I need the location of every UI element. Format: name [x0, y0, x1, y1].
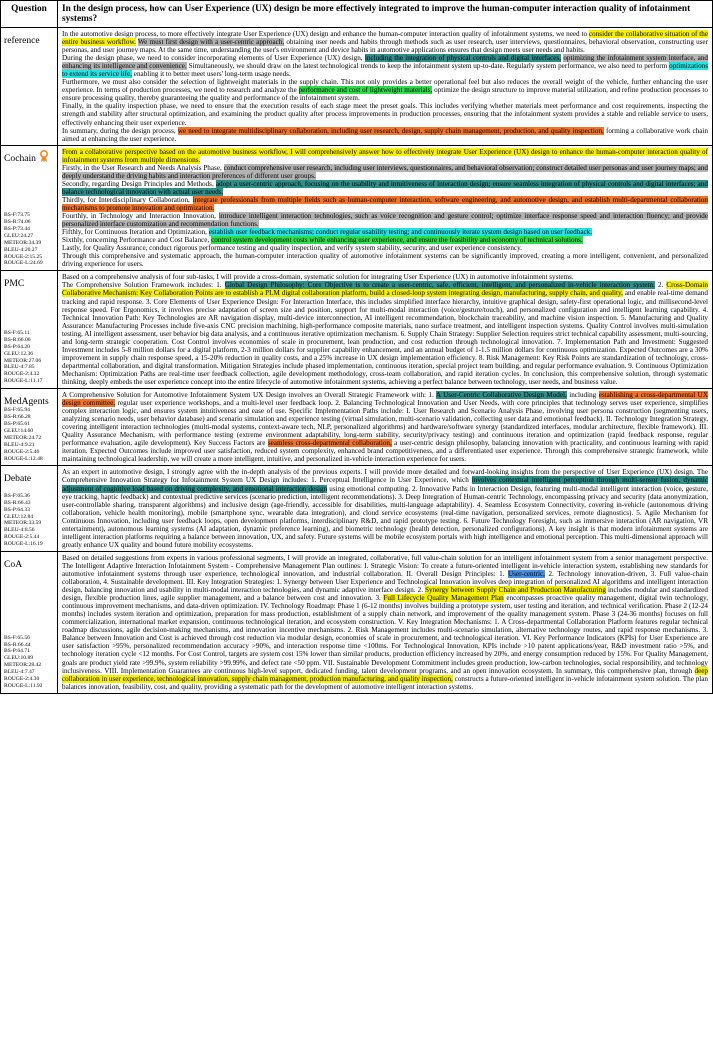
metrics-list	[4, 212, 43, 267]
metric-value: BS-F:65.56	[4, 634, 30, 641]
method-cell	[1, 145, 58, 271]
question-label: Question	[1, 1, 58, 28]
award-ribbon-icon	[39, 150, 49, 168]
highlighted-span: involves contextual intelligent perception through multi-sensor fusion, dynamic adjustment of cognitive load based on driving complexity, and emotional interaction design	[62, 476, 709, 493]
text-span: Finally, in the quality inspection phase, we need to ensure that the execution results of each stage meet the preset goals. This includes verifying whether materials meet performance and cost requirements, inspecting the strength and stability after structural optimization, and examining the product quality after process improvements in production processes, ensuring that the infotainment system provides a stable and reliable service to users, effectively enhancing their user experience.	[62, 102, 708, 127]
method-cell	[1, 466, 58, 551]
highlighted-span: conduct comprehensive user research, including user interviews, questionnaires, and behavioral observation; construct detailed user personas and user journey maps; and deeply understand the driving habits and interaction preferences of different user groups.	[62, 163, 708, 180]
answer-paragraph	[62, 148, 708, 269]
highlighted-span: consider the collaborative situation of the entire business workflow.	[62, 30, 708, 47]
metric-value: BS-R:66.44	[4, 641, 31, 648]
text-span: In summary, during the design process,	[62, 126, 178, 135]
metric-value: BS-P:65.61	[4, 421, 30, 428]
text-span: constructs a future-oriented intelligent in-vehicle infotainment system solution. The plan balances innovation, feasibility, cost, and quality, providing a systematic path for the development of automotive intelligent interaction systems.	[62, 674, 708, 691]
text-span: obtaining user needs and habits through methods such as user research, user interviews, questionnaires, behavioral observation, constructing user personas, and user journey maps. At the same time, understanding the user's environment and device habits in automotive applications ensures that design meets user needs and habits.	[62, 38, 708, 55]
metrics-list	[4, 330, 42, 385]
text-span: includes modular and standardized design, flexible production lines, agile supplier management, and a balance between cost and innovation. 3.	[62, 586, 708, 603]
answer-text-cell	[58, 145, 713, 271]
answer-paragraph	[62, 554, 708, 691]
text-span: Simultaneously, we should draw on the latest technological trends to keep the infotainment system up-to-date. Regularly system performance, we also need to perform	[186, 62, 670, 71]
highlighted-span: establish user feedback mechanisms; conduct regular usability testing; and continuously iterate system design based on user feedback.	[208, 228, 593, 237]
highlighted-span: including the integration of physical controls and digital interfaces,	[364, 54, 561, 63]
answer-text-cell	[58, 551, 713, 693]
metric-value: GLEU:12.84	[4, 513, 34, 520]
answer-paragraph	[62, 30, 708, 143]
metric-value: ROUGE-L:24.69	[4, 260, 43, 267]
highlighted-span: we need to integrate multidisciplinary collaboration, including user research, design, supply chain management, production, and quality inspection,	[177, 126, 604, 135]
metric-value: BS-F:65.36	[4, 492, 30, 499]
text-span: Sixthly, concerning Performance and Cost Balance,	[62, 236, 212, 245]
text-span: enabling it to better meet users' long-term usage needs.	[132, 70, 291, 79]
method-cell	[1, 271, 58, 389]
header-row	[1, 1, 713, 28]
metric-value: BS-P:64.71	[4, 648, 30, 655]
highlighted-span: introduce intelligent interaction technologies, such as voice recognition and gesture control; optimize interface response speed and interaction fluency; and provide personalized interface customization and recommendation functions.	[62, 212, 708, 229]
metric-value: BLEU-4:7.47	[4, 669, 35, 676]
highlighted-span: integrate professionals from multiple fields such as human-computer interaction, software engineering, and automotive design, and establish multi-departmental collaboration mechanisms to promote innovation and optimization.	[62, 195, 708, 212]
method-name: MedAgents	[4, 396, 49, 408]
highlighted-span: A User-Centric Collaborative Design Model,	[435, 391, 567, 400]
highlighted-span: From a collaborative perspective based on the automotive business workflow, I will comprehensively answer how to effectively integrate User Experience (UX) design to enhance the human-computer interaction quality of infotainment systems from multiple dimensions.	[62, 147, 708, 164]
metric-value: METEOR:28.42	[4, 662, 42, 669]
text-span: including	[566, 391, 599, 400]
metric-value: BS-F:65.94	[4, 407, 30, 414]
text-span: forming a collaborative work chain aimed at enhancing the user experience.	[62, 126, 708, 143]
metric-value: ROUGE-2:5.44	[4, 534, 40, 541]
table-row	[1, 145, 713, 271]
method-cell	[1, 551, 58, 693]
text-span: A Comprehensive Solution for Automotive Infotainment System UX Design involves an Overall Strategic Framework with: 1.	[62, 391, 436, 400]
metric-value: BLEU-4:9.21	[4, 441, 35, 448]
table-row	[1, 466, 713, 551]
highlighted-span: deep collaboration in user experience, technological innovation, supply chain management, production manufacturing, and quality inspection,	[62, 666, 708, 683]
text-span: encompasses proactive quality management, digital twin technology, continuous improvement mechanisms, and data-driven optimization. IV. Technology Roadmap: Phase 1 (6-12 months) involves building a prototype system, user testing and iteration, and technical verification. Phase 2 (12-24 months) includes system iteration and optimization, preparation for mass production, establishment of a supply chain network, and improvement of the quality management system. Phase 3 (24-36 months) focuses on full commercialization, international market expansion, continuous technological iteration, and ecosystem construction. V. Key Integration Mechanisms: 1. A Cross-departmental Collaboration Platform features regular technical roadmap discussions, agile decision-making mechanisms, and innovation incentive mechanisms. 2. Risk Management includes multi-scenario simulation, alternative technology routes, and rapid response mechanisms. 3. Balance between Innovation and Cost is achieved through cost reduction via modular design, economies of scale in procurement, and technological iteration. VI. Key Performance Indicators (KPIs) for User Experience are user satisfaction >95%, personalized recommendation accuracy >90%, and interaction response time <100ms. For Technological Innovation, KPIs include >10 patent applications/year, R&D investment ratio >5%, and technology iteration cycle <12 months. For Cost Control, targets are system cost 15% lower than similar products, production efficiency increased by 20%, and energy consumption reduced by 15%. For Quality Management, goals are product yield rate >99.9%, system reliability >99.99%, and defect rate <50 ppm. VII. Sustainable Development Commitment includes green production, low-carbon technologies, social responsibility, and technology inclusiveness. VIII. Implementation Guarantees are continuous high-level support, dedicated funding, talent development programs, and an open innovation ecosystem. In summary, this comprehensive plan, through	[62, 594, 708, 675]
metric-value: BS-F:65.11	[4, 330, 30, 337]
text-span: using emotional computing. 2. Innovative Paths in Interaction Design, featuring multi-modal intelligent interaction (voice, gesture, eye tracking, haptic feedback) and contextual predictive services (scenario prediction, intelligent recommendations). 3. Deep Integration of Human-centric Technology, encompassing privacy and security (data anonymization, user-controllable sharing, transparent algorithms) and inclusive design (age-friendly, accessible for disabilities, multi-language adaptability). 4. Seamless Ecosystem Connectivity, covering in-vehicle (autonomous driving collaboration, vehicle health monitoring), mobile (smartphone sync, wearable data integration), and cloud service ecosystems (real-time navigation, personalized services, remote diagnostics). 5. Agile Mechanism for Continuous Innovation, including user feedback loops, open development platforms, interdisciplinary R&D, and rapid prototype testing. 6. Future Technology Foresight, such as immersive interaction (AR navigation, VR entertainment), autonomous learning systems (AI adaptation, dynamic preference learning), and biometric technology (health detection, personalized configurations). A key insight is that modern infotainment systems are intelligent interaction platforms requiring a balance between innovation, UX, and safety. Future systems will be mobile ecosystem portals with high intelligence and emotional perception. This multi-dimensional approach will greatly enhance UX quality and bound future mobility ecosystems.	[62, 484, 708, 549]
answer-text-cell	[58, 271, 713, 389]
method-name: reference	[4, 35, 40, 46]
metric-value: GLEU:10.89	[4, 655, 34, 662]
text-span: 2. Technology innovation-driven, 3. Full value-chain collaboration, 4. Sustainable development. III. Key Integration Strategies: 1. Synergy between User Experience and Technological Innovation involves deep integration of personalized AI algorithms and intelligent interaction design, balancing innovation and usability in multi-modal interaction technologies, and dynamic adaptive interface design. 2.	[62, 570, 708, 595]
text-span: regular user experience workshops, and a multi-level user feedback loop. 2. Balancing Technological Innovation and User Needs, with core principles that technology serves user experience, simplifies complex interaction logic, and ensures system intuitiveness and ease of use. Specific Implementation Paths include: I. User Research and Scenario Analysis Phase, involving user persona construction (segmenting users, analyzing scenario needs, user behavior database) and scenario simulation and experience testing (virtual simulation, multi-scenario validation, collecting user data and emotional feedback). II. Technology Integration Strategy, covering intelligent interaction technologies (multi-modal systems, context-aware tech, NLP, personalized algorithms) and hardware/software synergy (standardized interfaces, modular architecture, flexible framework). III. Quality Assurance Mechanism, with performance testing (extreme environment adaptability, long-term stability, security/privacy testing) and continuous iteration and optimization (rapid feedback response, regular performance evaluation, agile development). Key Success Factors are	[62, 399, 708, 448]
metric-value: BS-R:74.06	[4, 219, 31, 226]
metric-value: ROUGE-L:16.19	[4, 541, 43, 548]
text-span: The Comprehensive Solution Framework includes: 1.	[62, 281, 225, 290]
metric-value: ROUGE-L:11.92	[4, 682, 43, 689]
answer-paragraph	[62, 273, 708, 386]
text-span: Based on detailed suggestions from experts in various professional segments, I will provide an integrated, collaborative, full value-chain solution for an intelligent infotainment system from a senior management perspective. The Intelligent Adaptive Interaction Infotainment System - Comprehensive Management Plan outlines: I. Strategic Vision: To create a future-oriented intelligent in-vehicle interaction system, establishing new standards for automotive infotainment systems through user experience, technological innovation, and industrial collaboration. II. Overall Design Principles: 1.	[62, 553, 708, 578]
highlighted-span: adopt a user-centric approach, focusing on the usability and intuitiveness of interaction design; ensure seamless integration of physical controls and digital interfaces; and balance technological innovation with actual user needs.	[62, 179, 708, 196]
highlighted-span: User-centric,	[507, 570, 545, 578]
metric-value: METEOR:34.39	[4, 239, 42, 246]
text-span: Secondly, regarding Design Principles and Methods,	[62, 179, 216, 188]
highlighted-span: Cross-Domain Collaborative Mechanism: Key Collaboration Points are to establish a PLM digital collaboration platform, build a closed-loop system integrating design, manufacturing, supply chain, and quality,	[62, 281, 708, 298]
metric-value: GLEU:14.60	[4, 428, 34, 435]
metrics-list	[4, 407, 43, 462]
highlighted-span: Global Design Philosophy: Core Objective is to create a user-centric, safe, efficient, intelligent, and personalized in-vehicle interaction system.	[224, 281, 655, 290]
highlighted-span: establishing a cross-departmental UX design committee,	[62, 391, 708, 408]
answer-text-cell	[58, 28, 713, 146]
text-span: a user-centric design philosophy, balancing innovation with practicality, and continuous learning with rapid iteration. Expected Outcomes include improved user satisfaction, reduced system complexity, enhanced brand competitiveness, and a differentiated user experience. Through this comprehensive strategic framework, while maintaining technological leadership, we will create a more intelligent, intuitive, and personalized in-vehicle interaction experience for users.	[62, 439, 708, 464]
method-name: CoA	[4, 558, 23, 570]
metric-value: ROUGE-L:11.17	[4, 378, 43, 385]
text-span: Thirdly, for Interdisciplinary Collaboration,	[62, 195, 193, 204]
text-span: As an expert in automotive design, I strongly agree with the in-depth analysis of the previous experts. I will provide more detailed and forward-looking insights from the perspective of User Experience (UX) design. The Comprehensive Innovation Strategy for Infotainment System UX Design includes: 1. Perceptual Intelligence in User Experience, which	[62, 468, 708, 485]
metric-value: BLEU-4:20.27	[4, 246, 38, 253]
text-span: 2.	[654, 281, 667, 290]
text-span: Fifthly, for Continuous Iteration and Optimization,	[62, 228, 209, 237]
metric-value: ROUGE-2:4.32	[4, 371, 40, 378]
highlighted-span: seamless cross-departmental collaboration,	[267, 439, 392, 448]
metric-value: ROUGE-2:15.25	[4, 253, 43, 260]
text-span: Based on a comprehensive analysis of four sub-tasks, I will provide a cross-domain, systematic solution for integrating User Experience (UX) in automotive infotainment systems.	[62, 273, 574, 282]
metrics-list	[4, 493, 43, 548]
text-span: Furthermore, we must also consider the selection of lightweight materials in the supply chain. This not only provides a better operational feel but also reduces the overall weight of the vehicle, further enhancing the user experience. In terms of production processes, we need to research and analyze the	[62, 78, 708, 95]
metric-value: GLEU:24.27	[4, 232, 34, 239]
text-span: During the design phase, we need to consider incorporating elements of User Experience (UX) design,	[62, 54, 365, 63]
table-row	[1, 28, 713, 146]
question-text: In the design process, how can User Experience (UX) design be more effectively integrated to improve the human-computer interaction quality of infotainment systems?	[58, 1, 713, 28]
text-span: Through this comprehensive and systematic approach, the human-computer interaction quality of automotive infotainment systems can be significantly improved, creating a more intelligent, convenient, and personalized driving experience for users.	[62, 252, 708, 269]
metric-value: METEOR:24.72	[4, 434, 42, 441]
metric-value: ROUGE-2:4.30	[4, 675, 40, 682]
metric-value: ROUGE-L:12.48	[4, 455, 43, 462]
metric-value: ROUGE-2:5.46	[4, 448, 40, 455]
highlighted-span: optimizations to extend its service life,	[62, 62, 708, 79]
table-row	[1, 551, 713, 693]
metric-value: BS-R:66.43	[4, 499, 31, 506]
highlighted-span: performance and cost of lightweight materials,	[298, 86, 433, 95]
highlighted-span: Full Lifecycle Quality Management Plan	[383, 594, 504, 603]
metric-value: BS-F:73.75	[4, 212, 30, 219]
method-cell	[1, 389, 58, 466]
method-name: PMC	[4, 278, 25, 290]
highlighted-span: optimizing the infotainment system interface, and enhancing its intelligence and convenience.	[62, 54, 708, 71]
highlighted-span: We must first design with a user-centric approach,	[138, 38, 285, 47]
metric-value: BLEU-4:8.56	[4, 527, 35, 534]
answer-paragraph	[62, 468, 708, 548]
method-cell	[1, 28, 58, 146]
metric-value: METEOR:27.06	[4, 357, 42, 364]
metric-value: METEOR:33.59	[4, 520, 42, 527]
text-span: optimize the design structure to improve material utilization, and refine production processes to ensure processing quality, thereby guaranteeing the quality and performance of the infotainment system.	[62, 86, 708, 103]
metrics-list	[4, 635, 42, 690]
answer-text-cell	[58, 466, 713, 551]
metric-value: BS-R:66.28	[4, 414, 31, 421]
method-name: Cochain	[4, 152, 36, 164]
text-span: Lastly, for Quality Assurance, conduct rigorous performance testing and quality inspection, and verify system stability, security, and user experience consistency.	[62, 244, 522, 253]
highlighted-span: Synergy between Supply Chain and Production Manufacturing	[425, 586, 606, 595]
text-span: Fourthly, in Technology and Interaction Innovation,	[62, 212, 219, 221]
text-span: In the automotive design process, to more effectively integrate User Experience (UX) design and enhance the human-computer interaction quality of infotainment systems, we need to	[62, 30, 589, 38]
text-span: Firstly, in the User Research and Needs Analysis Phase,	[62, 163, 224, 172]
metric-value: BS-P:64.20	[4, 343, 30, 350]
metric-value: BLEU-4:7.85	[4, 364, 35, 371]
table-body	[1, 28, 713, 694]
answer-paragraph	[62, 391, 708, 463]
metric-value: BS-P:64.33	[4, 506, 30, 513]
answer-text-cell	[58, 389, 713, 466]
metric-value: GLEU:12.36	[4, 350, 34, 357]
method-name: Debate	[4, 473, 32, 485]
table-row	[1, 389, 713, 466]
metric-value: BS-P:73.44	[4, 226, 30, 233]
table-row	[1, 271, 713, 389]
highlighted-span: control system development costs while enhancing user experience, and ensure the feasibility and economy of technical solutions.	[211, 236, 583, 245]
text-span: and enable real-time demand tracking and rapid response. 3. Core Elements of User Experience Design: For Interaction Interface, this includes simplified interface hierarchy, intuitive graphical design, safety-first operational logic, and millisecond-level response speed. For Ergonomics, it involves precise adaptation of screen size and position, support for multi-modal interaction (voice/gesture/touch), and personalized configuration and intelligent learning capability. 4. Technical Innovation Path: Key Technologies are AR navigation display, multi-device interconnection, AI intelligent recommendation, blockchain traceability, and machine vision inspection. 5. Manufacturing and Quality Assurance: Manufacturing Processes include five-axis CNC precision machining, high-performance composite materials, nano surface treatment, and intelligent inspection systems. Quality Control involves multi-simulation testing, AI intelligent assessment, user behavior big data analysis, and a continuous iterative optimization mechanism. 6. Supply Chain Strategy: Supplier Selection requires strict technical capability assessment, multi-sourcing, and long-term strategic cooperation. Cost Control involves economies of scale in procurement, lean production, and cost reduction through technological innovation. 7. Implementation Path and Investment: Suggested Investment includes 5-8 million dollars for a digital platform, 2-3 million dollars for supplier capability enhancement, and an annual budget of 1-1.5 million dollars for continuous optimization. Expected Outcomes are a 30% improvement in supply chain response speed, a 15-20% reduction in quality costs, and a 25% increase in UX design implementation efficiency. 8. Risk Management: Key Risk Points are standardization of technology, cross-departmental collaboration, and digital transformation. Mitigation Strategies include phased implementation, continuous iteration, special project team building, and regular performance evaluation. 9. Continuous Optimization Mechanism: Optimization Paths are real-time user feedback collection, agile development methodology, cross-team collaboration, and rapid iteration cycles. In conclusion, this comprehensive solution, through systematic thinking, deeply embeds the user experience concept into the entire lifecycle of automotive infotainment systems, achieving a perfect balance between technology, user needs, and business value.	[62, 289, 708, 386]
metric-value: BS-R:66.06	[4, 336, 31, 343]
